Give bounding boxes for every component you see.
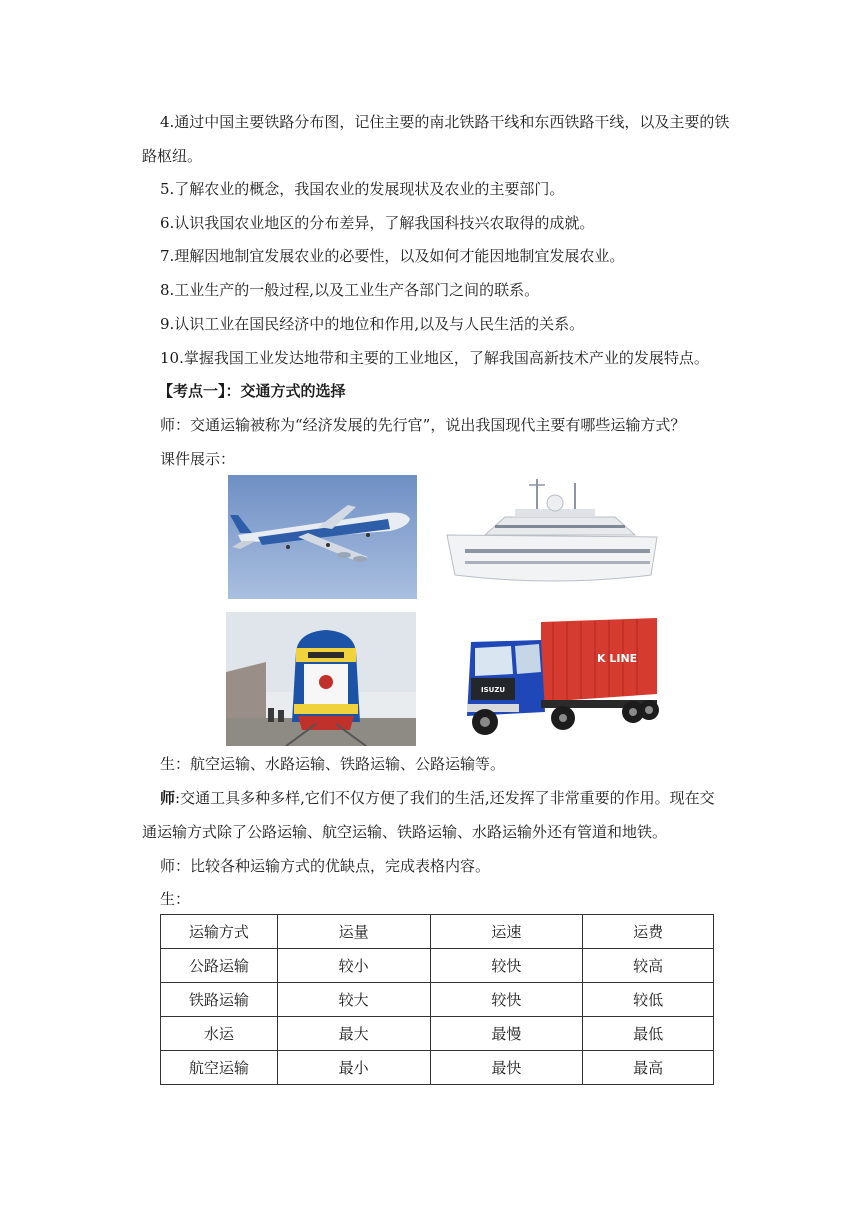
table-row: [161, 949, 714, 983]
container-truck-photo: [445, 612, 663, 746]
objective-9: 9.认识工业在国民经济中的地位和作用,以及与人民生活的关系。: [160, 315, 585, 333]
objective-6: 6.认识我国农业地区的分布差异，了解我国科技兴农取得的成就。: [160, 214, 595, 232]
table-cell: 较快: [430, 949, 583, 983]
table-header-cell: 运输方式: [161, 915, 278, 949]
teacher-statement-text: :交通工具多种多样,它们不仅方便了我们的生活,还发挥了非常重要的作用。现在交: [175, 789, 715, 807]
table-cell: 较快: [430, 983, 583, 1017]
teacher-question: 师：交通运输被称为“经济发展的先行官”，说出我国现代主要有哪些运输方式？: [160, 416, 686, 434]
table-cell: 较大: [277, 983, 430, 1017]
objective-7: 7.理解因地制宜发展农业的必要性，以及如何才能因地制宜发展农业。: [160, 247, 625, 265]
table-cell: 航空运输: [161, 1051, 278, 1085]
table-cell: 较低: [583, 983, 714, 1017]
table-cell: 最大: [277, 1017, 430, 1051]
table-cell: 最高: [583, 1051, 714, 1085]
airplane-photo: [228, 475, 417, 599]
table-cell: 公路运输: [161, 949, 278, 983]
student-answer-1: 生：航空运输、水路运输、铁路运输、公路运输等。: [160, 755, 506, 773]
objective-4-line1: 4.通过中国主要铁路分布图，记住主要的南北铁路干线和东西铁路干线，以及主要的铁: [160, 113, 730, 131]
table-cell: 最小: [277, 1051, 430, 1085]
table-cell: 较高: [583, 949, 714, 983]
transport-comparison-table: [160, 914, 714, 1085]
objective-4-line2: 路枢纽。: [142, 147, 203, 165]
objective-5: 5.了解农业的概念，我国农业的发展现状及农业的主要部门。: [160, 180, 565, 198]
teacher-instruction: 师：比较各种运输方式的优缺点，完成表格内容。: [160, 857, 491, 875]
cruise-ship-photo: [445, 475, 665, 599]
table-cell: 最快: [430, 1051, 583, 1085]
objective-8: 8.工业生产的一般过程,以及工业生产各部门之间的联系。: [160, 281, 540, 299]
table-cell: 最慢: [430, 1017, 583, 1051]
teacher-statement-line1: [160, 788, 715, 808]
table-row: [161, 983, 714, 1017]
table-header-cell: 运速: [430, 915, 583, 949]
student-answer-2: 生：: [160, 890, 191, 908]
table-cell: 较小: [277, 949, 430, 983]
table-cell: 水运: [161, 1017, 278, 1051]
section-heading: 【考点一】：交通方式的选择: [158, 382, 346, 400]
locomotive-photo: [226, 612, 416, 746]
teacher-statement-line2: 通运输方式除了公路运输、航空运输、铁路运输、水路运输外还有管道和地铁。: [142, 823, 668, 841]
table-header-row: [161, 915, 714, 949]
truck-brand: ISUZU: [481, 686, 506, 694]
table-header-cell: 运量: [277, 915, 430, 949]
objective-10: 10.掌握我国工业发达地带和主要的工业地区，了解我国高新技术产业的发展特点。: [160, 349, 709, 367]
courseware-label: 课件展示：: [160, 450, 236, 468]
table-row: [161, 1051, 714, 1085]
table-cell: 最低: [583, 1017, 714, 1051]
table-row: [161, 1017, 714, 1051]
table-header-cell: 运费: [583, 915, 714, 949]
teacher-label: 师: [160, 789, 176, 807]
table-cell: 铁路运输: [161, 983, 278, 1017]
truck-container-logo: K LINE: [597, 652, 638, 665]
